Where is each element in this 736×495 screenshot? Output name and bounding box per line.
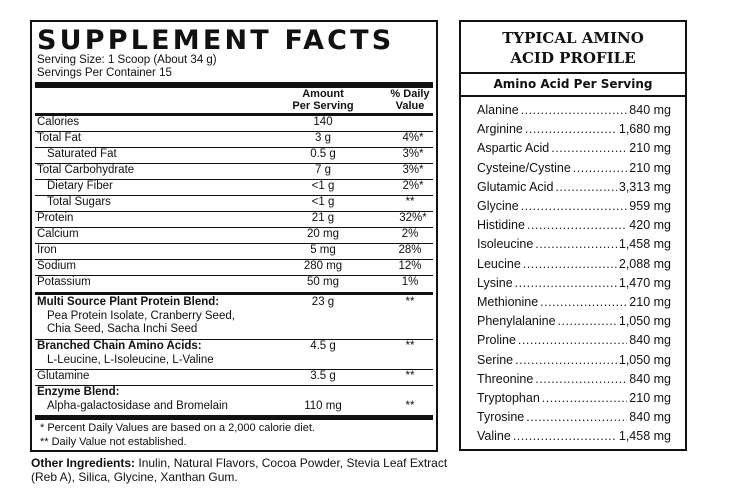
nutrient-row: [35, 196, 433, 212]
blend-name: Multi Source Plant Protein Blend:: [37, 296, 220, 308]
amino-row: [477, 391, 671, 405]
amount-header-line2: Per Serving: [292, 100, 354, 112]
nutrient-dv: **: [405, 196, 415, 208]
amino-value: 3,313 mg: [618, 179, 671, 194]
servings-per-container: Servings Per Container 15: [37, 67, 172, 79]
dot-leader: [535, 372, 627, 386]
amino-row: [477, 122, 671, 136]
blend-name: Branched Chain Amino Acids:: [37, 340, 202, 352]
amino-value: 210 mg: [629, 391, 671, 405]
blend-dv: **: [405, 370, 415, 382]
blend-amount: 23 g: [311, 296, 335, 308]
amino-row: [477, 161, 671, 175]
footnote: * Percent Daily Values are based on a 2,000 calorie diet.: [40, 422, 315, 434]
dot-leader: [513, 429, 617, 443]
nutrient-dv: 3%*: [402, 148, 424, 160]
nutrient-amount: 50 mg: [307, 276, 339, 288]
blend-detail: L-Leucine, L-Isoleucine, L-Valine: [47, 354, 214, 366]
amino-row: [477, 257, 671, 271]
nutrient-row: [35, 260, 433, 276]
blend-row: [35, 340, 433, 370]
amino-name: Threonine: [477, 371, 534, 386]
amino-value: 840 mg: [629, 103, 671, 117]
amino-row: [477, 353, 671, 367]
nutrient-name: Saturated Fat: [47, 148, 117, 160]
blend-detail: Chia Seed, Sacha Inchi Seed: [47, 323, 198, 335]
nutrient-amount: 20 mg: [307, 228, 339, 240]
amino-row: [477, 410, 671, 424]
nutrient-amount: <1 g: [311, 196, 335, 208]
nutrient-name: Total Fat: [37, 132, 82, 144]
nutrient-name: Total Sugars: [47, 196, 111, 208]
blend-divider: [35, 292, 433, 295]
amino-value: 210 mg: [629, 160, 671, 175]
nutrient-dv: 3%*: [402, 164, 424, 176]
nutrient-row: [35, 116, 433, 132]
amino-title-line1: TYPICAL AMINO: [502, 29, 644, 47]
nutrient-row: [35, 148, 433, 164]
nutrient-amount: 280 mg: [303, 260, 343, 272]
amino-row: [477, 333, 671, 347]
amino-row: [477, 276, 671, 290]
amino-name: Proline: [477, 333, 516, 348]
amino-row: [477, 429, 671, 443]
blend-row: [35, 370, 433, 386]
nutrient-name: Sodium: [37, 260, 76, 272]
dv-header-line1: % Daily: [390, 88, 430, 100]
dot-leader: [527, 218, 627, 232]
nutrient-dv: 1%: [401, 276, 419, 288]
amino-value: 210 mg: [629, 295, 671, 309]
blend-name: Enzyme Blend:: [37, 386, 120, 398]
supplement-facts-panel: [30, 20, 438, 452]
amino-sub-rule: [461, 95, 685, 97]
amino-value: 1,458 mg: [618, 429, 671, 444]
amino-value: 1,458 mg: [618, 237, 671, 252]
nutrient-dv: 28%: [398, 244, 422, 256]
blend-amount: 4.5 g: [310, 340, 336, 352]
blend-dv: **: [405, 340, 415, 352]
nutrient-row: [35, 244, 433, 260]
amino-name: Aspartic Acid: [477, 141, 550, 156]
dot-leader: [526, 410, 627, 424]
amino-name: Tyrosine: [477, 410, 525, 425]
dot-leader: [551, 141, 627, 155]
blend-row: [35, 296, 433, 340]
amino-name: Histidine: [477, 218, 525, 233]
amino-name: Methionine: [477, 295, 539, 309]
nutrient-row: [35, 180, 433, 196]
dv-header-line2: Value: [395, 100, 425, 112]
dot-leader: [558, 314, 617, 328]
nutrient-row: [35, 228, 433, 244]
amino-value: 2,088 mg: [618, 256, 671, 271]
nutrient-row: [35, 212, 433, 228]
nutrient-row: [35, 164, 433, 180]
amino-value: 420 mg: [629, 218, 671, 233]
amino-row: [477, 103, 671, 117]
footnote: ** Daily Value not established.: [40, 436, 187, 448]
blend-detail: Pea Protein Isolate, Cranberry Seed,: [47, 310, 235, 322]
dot-leader: [515, 276, 617, 290]
blend-name: Glutamine: [37, 370, 90, 382]
amino-row: [477, 314, 671, 328]
daily-value-header: [380, 88, 440, 112]
dot-leader: [540, 295, 627, 309]
nutrient-name: Protein: [37, 212, 74, 224]
footer-divider: [35, 415, 433, 420]
nutrient-row: [35, 276, 433, 291]
amino-name: Tryptophan: [477, 391, 540, 405]
nutrient-amount: 3 g: [315, 132, 331, 144]
amino-name: Arginine: [477, 122, 523, 137]
nutrient-dv: 12%: [398, 260, 422, 272]
nutrient-dv: 32%*: [399, 212, 427, 224]
serving-size: Serving Size: 1 Scoop (About 34 g): [37, 54, 217, 66]
amino-name: Serine: [477, 352, 514, 367]
amino-row: [477, 237, 671, 251]
nutrient-name: Calories: [37, 116, 80, 128]
blend-dv: **: [405, 400, 415, 412]
nutrient-row: [35, 132, 433, 148]
other-ingredients: [31, 456, 451, 484]
amino-name: Valine: [477, 429, 511, 444]
amino-name: Isoleucine: [477, 237, 534, 252]
dot-leader: [555, 180, 616, 194]
nutrient-amount: 140: [313, 116, 333, 128]
amino-row: [477, 199, 671, 213]
nutrient-name: Dietary Fiber: [47, 180, 113, 192]
amino-subtitle: Amino Acid Per Serving: [493, 77, 653, 91]
nutrient-dv: 4%*: [402, 132, 424, 144]
amino-title-line2: ACID PROFILE: [510, 49, 636, 67]
nutrient-name: Iron: [37, 244, 57, 256]
nutrient-amount: <1 g: [311, 180, 335, 192]
amino-value: 1,680 mg: [618, 122, 671, 137]
amino-row: [477, 295, 671, 309]
blend-detail: Alpha-galactosidase and Bromelain: [47, 400, 228, 412]
nutrient-amount: 0.5 g: [310, 148, 336, 160]
amino-acid-panel: [459, 20, 687, 451]
amino-value: 1,050 mg: [618, 314, 671, 329]
dot-leader: [515, 353, 617, 367]
amino-row: [477, 141, 671, 155]
dot-leader: [518, 333, 627, 347]
supplement-facts-title: SUPPLEMENT FACTS: [37, 25, 395, 56]
dot-leader: [521, 103, 628, 117]
amino-name: Lysine: [477, 275, 513, 290]
nutrient-dv: 2%*: [402, 180, 424, 192]
amino-name: Leucine: [477, 256, 521, 271]
amino-value: 840 mg: [629, 333, 671, 348]
amino-name: Alanine: [477, 103, 519, 117]
other-ingredients-text: Inulin, Natural Flavors, Cocoa Powder, Stevia Leaf Extract (Reb A), Silica, Glycine, Xanthan Gum.: [31, 456, 448, 484]
amino-value: 1,050 mg: [618, 352, 671, 367]
amino-value: 210 mg: [629, 141, 671, 156]
amino-value: 1,470 mg: [618, 275, 671, 290]
amino-value: 840 mg: [629, 410, 671, 425]
amount-header-line1: Amount: [302, 88, 344, 100]
dot-leader: [573, 161, 628, 175]
blend-amount: 3.5 g: [310, 370, 336, 382]
nutrient-name: Potassium: [37, 276, 91, 288]
amino-row: [477, 218, 671, 232]
amino-value: 959 mg: [629, 199, 671, 213]
blend-amount: 110 mg: [304, 400, 342, 412]
dot-leader: [521, 199, 628, 213]
nutrient-name: Total Carbohydrate: [37, 164, 135, 176]
blend-dv: **: [405, 296, 415, 308]
other-ingredients-label: Other Ingredients:: [31, 456, 136, 470]
nutrient-amount: 5 mg: [310, 244, 336, 256]
nutrient-amount: 7 g: [315, 164, 331, 176]
dot-leader: [542, 391, 628, 405]
amino-top-rule: [461, 72, 685, 74]
amount-header: [268, 88, 378, 112]
nutrient-amount: 21 g: [311, 212, 335, 224]
amino-name: Glycine: [477, 199, 519, 213]
amino-value: 840 mg: [629, 371, 671, 386]
dot-leader: [523, 257, 617, 271]
dot-leader: [535, 237, 617, 251]
blend-row: [35, 386, 433, 414]
nutrient-dv: 2%: [401, 228, 419, 240]
amino-row: [477, 180, 671, 194]
dot-leader: [525, 122, 617, 136]
amino-name: Phenylalanine: [477, 314, 556, 329]
amino-name: Cysteine/Cystine: [477, 160, 571, 175]
nutrient-name: Calcium: [37, 228, 79, 240]
amino-row: [477, 372, 671, 386]
amino-name: Glutamic Acid: [477, 179, 554, 194]
